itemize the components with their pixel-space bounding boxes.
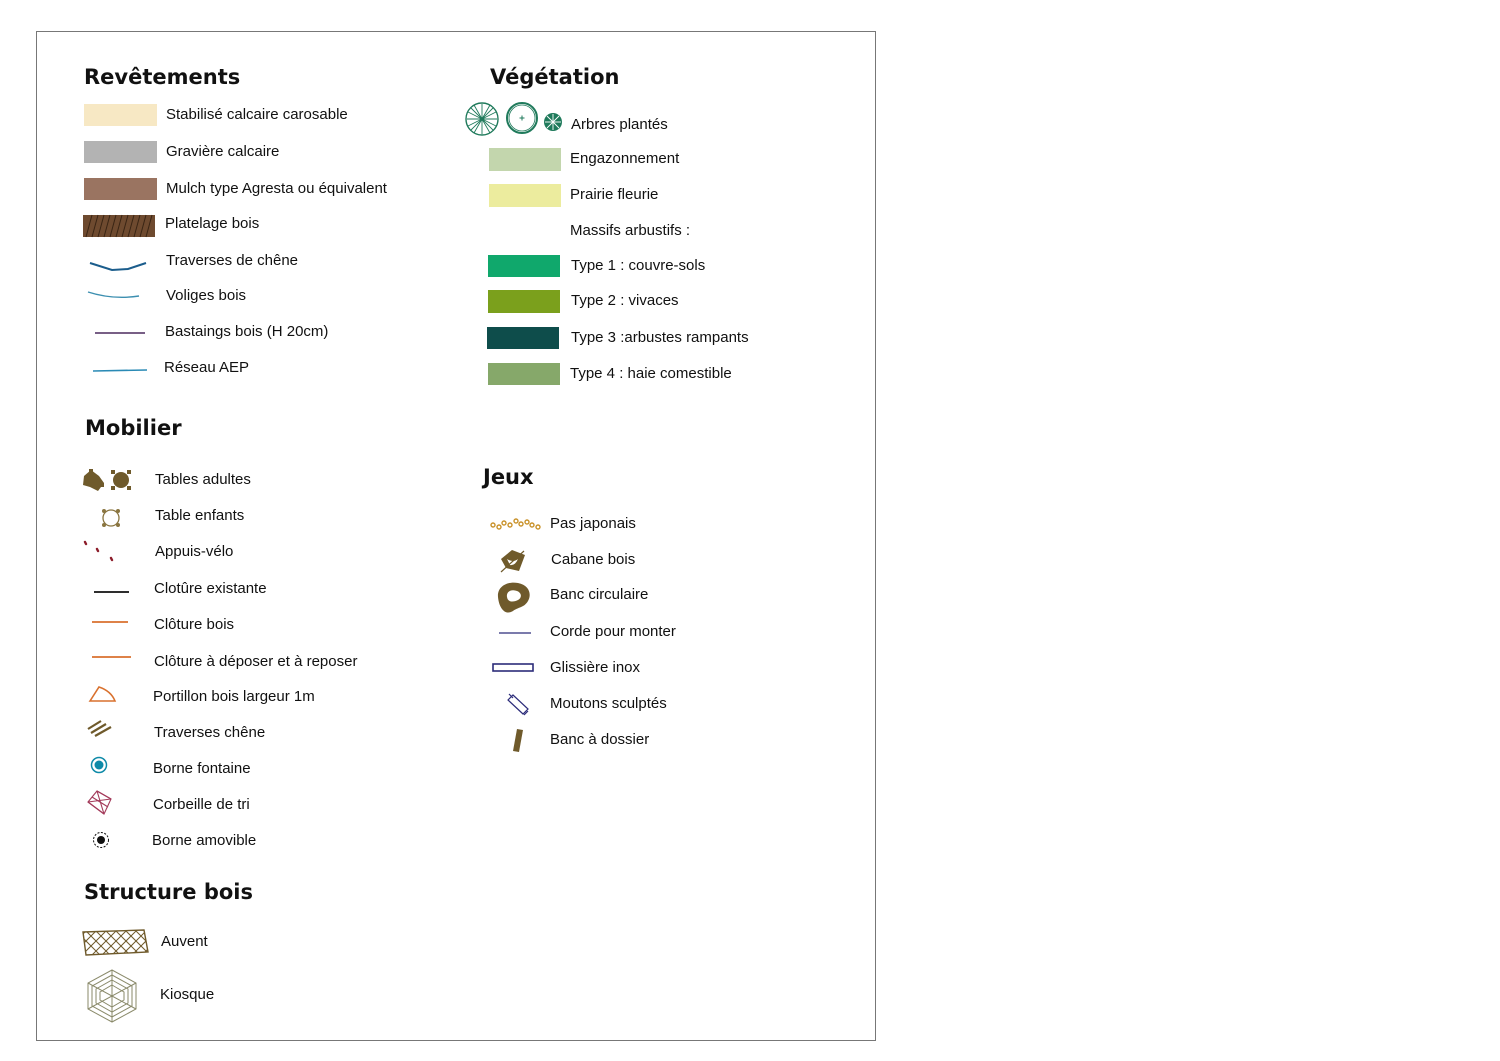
- auvent-icon: [80, 927, 152, 951]
- section-title-vegetation: Végétation: [490, 65, 620, 89]
- legend-label: Borne amovible: [152, 832, 257, 849]
- legend-label: Moutons sculptés: [550, 695, 667, 712]
- legend-label: Table enfants: [155, 507, 245, 524]
- legend-label: Clôture à déposer et à reposer: [154, 653, 358, 670]
- section-title-mobilier: Mobilier: [85, 416, 182, 440]
- legend-label: Type 2 : vivaces: [571, 292, 679, 309]
- portillon-icon: [88, 684, 120, 708]
- legend-label: Corde pour monter: [550, 623, 676, 640]
- legend-label: Gravière calcaire: [166, 143, 280, 160]
- corde-line-icon: [498, 621, 534, 645]
- cabane-bois-icon: [498, 547, 530, 571]
- borne-fontaine-icon: [90, 756, 112, 780]
- legend-label: Traverses chêne: [154, 724, 266, 741]
- legend-label: Glissière inox: [550, 659, 641, 676]
- legend-label: Type 3 :arbustes rampants: [571, 329, 749, 346]
- legend-label: Borne fontaine: [153, 760, 251, 777]
- tables-adultes-icon: [80, 467, 136, 491]
- legend-label: Kiosque: [160, 986, 215, 1003]
- legend-label: Banc circulaire: [550, 586, 649, 603]
- tree-medium-icon: [507, 103, 537, 133]
- bastaings-line-icon: [94, 321, 148, 345]
- legend-label: Stabilisé calcaire carosable: [166, 106, 348, 123]
- type-4-swatch: [488, 363, 560, 385]
- legend-label: Pas japonais: [550, 515, 636, 532]
- banc-dossier-icon: [512, 727, 528, 751]
- legend-label: Auvent: [161, 933, 208, 950]
- cloture-deposer-line-icon: [91, 651, 133, 675]
- legend-label: Bastaings bois (H 20cm): [165, 323, 329, 340]
- prairie-swatch: [489, 184, 561, 207]
- legend-label: Type 4 : haie comestible: [570, 365, 732, 382]
- stabilise-swatch: [84, 104, 157, 126]
- legend-label: Portillon bois largeur 1m: [153, 688, 315, 705]
- legend-label: Type 1 : couvre-sols: [571, 257, 706, 274]
- legend-label: Appuis-vélo: [155, 543, 234, 560]
- corbeille-icon: [85, 788, 115, 812]
- table-enfants-icon: [98, 505, 126, 529]
- section-title-structure-bois: Structure bois: [84, 880, 253, 904]
- legend-label: Cabane bois: [551, 551, 636, 568]
- legend-label: Corbeille de tri: [153, 796, 250, 813]
- kiosque-icon: [82, 968, 142, 992]
- mulch-swatch: [84, 178, 157, 200]
- cloture-bois-line-icon: [91, 614, 131, 638]
- cloture-existante-line-icon: [93, 578, 133, 602]
- legend-label: Clotûre existante: [154, 580, 267, 597]
- banc-circulaire-icon: [494, 580, 534, 604]
- platelage-swatch: [82, 213, 157, 237]
- tree-small-icon: [544, 113, 562, 131]
- legend-label: Clôture bois: [154, 616, 235, 633]
- legend-label: Platelage bois: [165, 215, 260, 232]
- section-title-jeux: Jeux: [483, 465, 534, 489]
- moutons-icon: [504, 691, 534, 715]
- graviere-swatch: [84, 141, 157, 163]
- legend-label: Banc à dossier: [550, 731, 650, 748]
- tree-large-icon: [466, 103, 498, 135]
- legend-label: Traverses de chêne: [166, 252, 299, 269]
- reseau-aep-line-icon: [92, 357, 150, 381]
- borne-amovible-icon: [92, 830, 114, 854]
- type-3-swatch: [487, 327, 559, 349]
- section-title-revetements: Revêtements: [84, 65, 241, 89]
- legend-label: Réseau AEP: [164, 359, 250, 376]
- type-2-swatch: [488, 290, 560, 313]
- legend-label: Tables adultes: [155, 471, 251, 488]
- pas-japonais-icon: [488, 513, 544, 537]
- voliges-line-icon: [87, 285, 143, 309]
- tree-icons: [465, 102, 565, 126]
- glissiere-icon: [492, 657, 538, 681]
- legend-label: Prairie fleurie: [570, 186, 659, 203]
- appuis-velo-icon: [82, 539, 118, 563]
- legend-label: Voliges bois: [166, 287, 247, 304]
- traverses-line-icon: [88, 250, 150, 274]
- legend-label: Engazonnement: [570, 150, 680, 167]
- traverses-chene-icon: [85, 719, 117, 743]
- type-1-swatch: [488, 255, 560, 277]
- legend-label: Mulch type Agresta ou équivalent: [166, 180, 387, 197]
- legend-label: Massifs arbustifs :: [570, 222, 691, 239]
- legend-label: Arbres plantés: [571, 116, 668, 133]
- engazonnement-swatch: [489, 148, 561, 171]
